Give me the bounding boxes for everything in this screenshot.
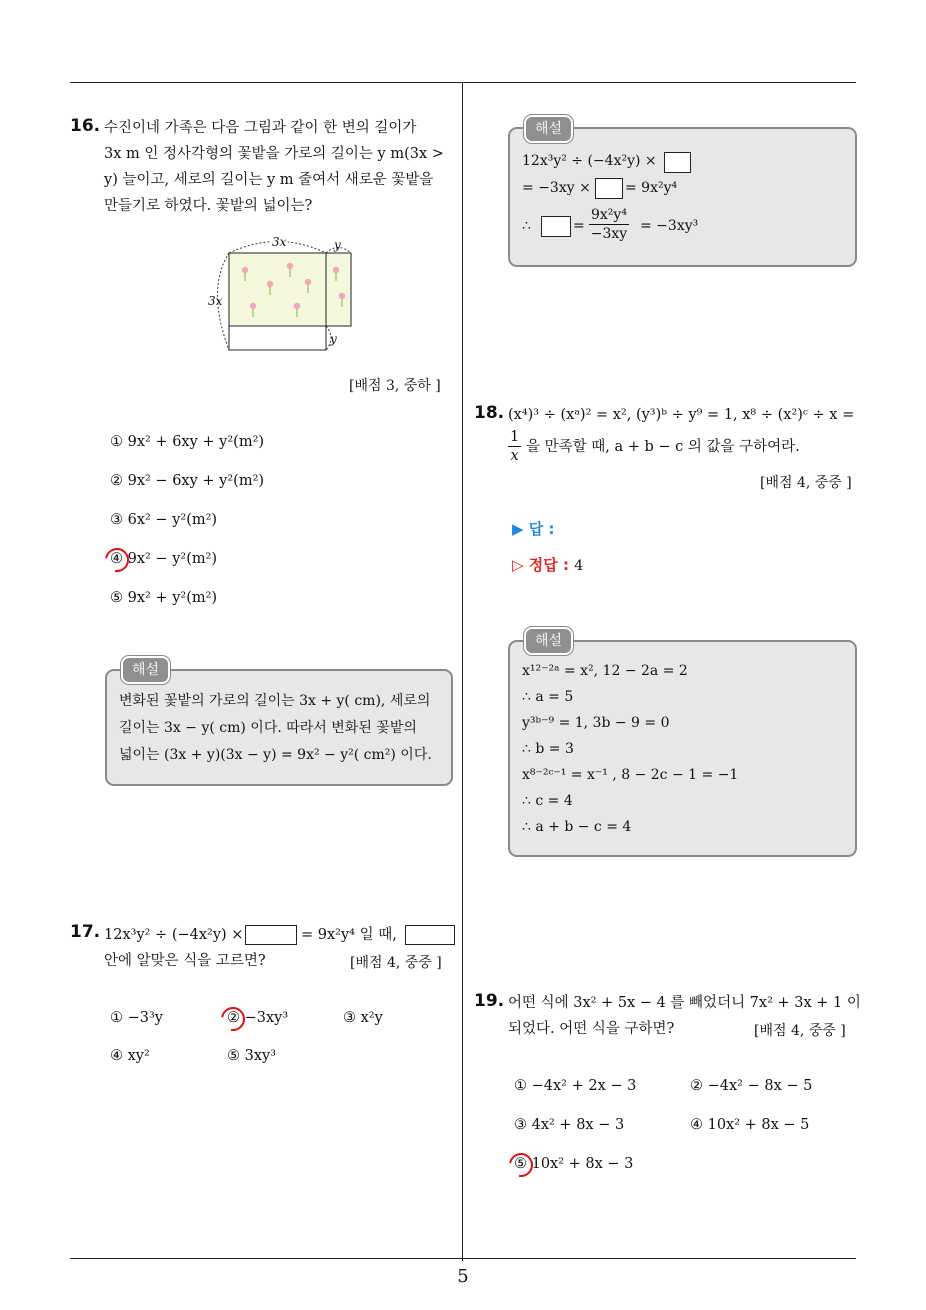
q16-score: [배점 3, 중하 ] (349, 378, 441, 394)
q18-frac-denominator: x (510, 448, 519, 464)
q18-solution-line-6: ∴ c = 4 (522, 793, 573, 809)
fraction-numerator: 9x²y⁴ (591, 207, 627, 223)
q18-solution-line-4: ∴ b = 3 (522, 741, 574, 757)
answer-circle-mark (504, 1148, 537, 1181)
q18-line-1: (x⁴)³ ÷ (xᵃ)² = x², (y³)ᵇ ÷ y⁹ = 1, x⁸ ÷ (x²)ᶜ ÷ x = (508, 407, 855, 423)
q17-line-1b: = 9x²y⁴ 일 때, (301, 927, 397, 943)
bottom-rule (70, 1258, 856, 1259)
q18-number: 18. (474, 403, 505, 423)
answer-circle-mark (216, 1002, 249, 1035)
q16-line-1: 수진이네 가족은 다음 그림과 같이 한 변의 길이가 (104, 120, 417, 136)
fig-side-label: 3x (208, 294, 223, 308)
q19-option-2[interactable]: ② −4x² − 8x − 5 (690, 1078, 813, 1094)
top-rule (70, 82, 856, 83)
q17-solution-box (508, 127, 857, 267)
fig-right-bottom-label: y (330, 332, 337, 346)
q16-number: 16. (70, 116, 101, 136)
q16-line-4: 만들기로 하였다. 꽃밭의 넓이는? (104, 198, 313, 214)
q17-solution-blank-2 (595, 178, 623, 199)
q16-solution-line-3: 넓이는 (3x + y)(3x − y) = 9x² − y²( cm²) 이다. (119, 747, 432, 763)
q17-option-4[interactable]: ④ xy² (110, 1048, 150, 1064)
q16-option-3[interactable]: ③ 6x² − y²(m²) (110, 512, 218, 528)
q17-option-3[interactable]: ③ x²y (343, 1010, 383, 1026)
q17-solution-line-1: 12x³y² ÷ (−4x²y) × (522, 153, 657, 169)
q19-line-1: 어떤 식에 3x² + 5x − 4 를 빼었더니 7x² + 3x + 1 이 (508, 995, 861, 1011)
q19-option-5[interactable]: ⑤ 10x² + 8x − 3 (514, 1156, 634, 1172)
q19-option-1[interactable]: ① −4x² + 2x − 3 (514, 1078, 637, 1094)
q17-score: [배점 4, 중중 ] (350, 955, 442, 971)
q16-solution-tag: 해설 (121, 656, 170, 684)
fraction-denominator: −3xy (590, 226, 628, 242)
q18-correct-answer (512, 554, 583, 575)
q17-option-1[interactable]: ① −3³y (110, 1010, 163, 1026)
q17-solution-line-3b: = (573, 218, 585, 234)
q19-number: 19. (474, 991, 505, 1011)
q17-line-2: 안에 알맞은 식을 고르면? (104, 953, 266, 969)
fig-right-top-label: y (334, 238, 341, 252)
q17-option-2[interactable]: ② −3xy³ (227, 1010, 289, 1026)
fig-top-label: 3x (270, 232, 288, 252)
q18-score: [배점 4, 중중 ] (760, 475, 852, 491)
q17-line-1a: 12x³y² ÷ (−4x²y) × (104, 927, 244, 943)
q18-solution-tag: 해설 (524, 627, 573, 655)
q17-number: 17. (70, 922, 101, 942)
q16-line-2: 3x m 인 정사각형의 꽃밭을 가로의 길이는 y m(3x > (104, 146, 444, 162)
q17-solution-line-3c: = −3xy³ (640, 218, 699, 234)
correct-label: ▷ 정답 : (512, 556, 569, 574)
q19-score: [배점 4, 중중 ] (754, 1023, 846, 1039)
q16-solution-line-1: 변화된 꽃밭의 가로의 길이는 3x + y( cm), 세로의 (119, 693, 431, 709)
q19-line-2: 되었다. 어떤 식을 구하면? (508, 1021, 675, 1037)
column-divider (462, 83, 463, 1261)
q17-solution-fraction (589, 206, 629, 243)
q17-option-5[interactable]: ⑤ 3xy³ (227, 1048, 277, 1064)
q17-solution-line-2b: = 9x²y⁴ (625, 180, 678, 196)
q17-solution-line-2a: = −3xy × (522, 180, 591, 196)
q16-option-4[interactable]: ④ 9x² − y²(m²) (110, 551, 218, 567)
q18-fraction (508, 428, 521, 465)
q16-solution-line-2: 길이는 3x − y( cm) 이다. 따라서 변화된 꽃밭의 (119, 720, 417, 736)
q17-solution-blank-3 (541, 216, 571, 237)
q18-line-2: 을 만족할 때, a + b − c 의 값을 구하여라. (526, 439, 800, 455)
q16-option-1[interactable]: ① 9x² + 6xy + y²(m²) (110, 434, 265, 450)
q16-line-3: y) 늘이고, 세로의 길이는 y m 줄여서 새로운 꽃밭을 (104, 172, 434, 188)
correct-value: 4 (574, 558, 584, 574)
q17-solution-tag: 해설 (524, 115, 573, 143)
q18-answer-label: ▶ 답 : (512, 520, 555, 538)
q19-option-4[interactable]: ④ 10x² + 8x − 5 (690, 1117, 810, 1133)
page-number: 5 (457, 1266, 469, 1287)
q18-solution-line-7: ∴ a + b − c = 4 (522, 819, 632, 835)
q18-frac-numerator: 1 (510, 429, 520, 445)
q16-option-5[interactable]: ⑤ 9x² + y²(m²) (110, 590, 218, 606)
q17-blank-box-2 (405, 925, 455, 945)
q16-option-2[interactable]: ② 9x² − 6xy + y²(m²) (110, 473, 265, 489)
q18-solution-line-3: y³ᵇ⁻⁹ = 1, 3b − 9 = 0 (522, 715, 670, 731)
q19-option-3[interactable]: ③ 4x² + 8x − 3 (514, 1117, 625, 1133)
q18-solution-line-1: x¹²⁻²ᵃ = x², 12 − 2a = 2 (522, 663, 688, 679)
q17-blank-box (245, 925, 297, 945)
q17-solution-line-3a: ∴ (522, 218, 531, 234)
q17-solution-blank-1 (664, 152, 691, 173)
answer-circle-mark (100, 543, 133, 576)
q18-solution-line-5: x⁸⁻²ᶜ⁻¹ = x⁻¹ , 8 − 2c − 1 = −1 (522, 767, 739, 783)
q18-solution-line-2: ∴ a = 5 (522, 689, 574, 705)
